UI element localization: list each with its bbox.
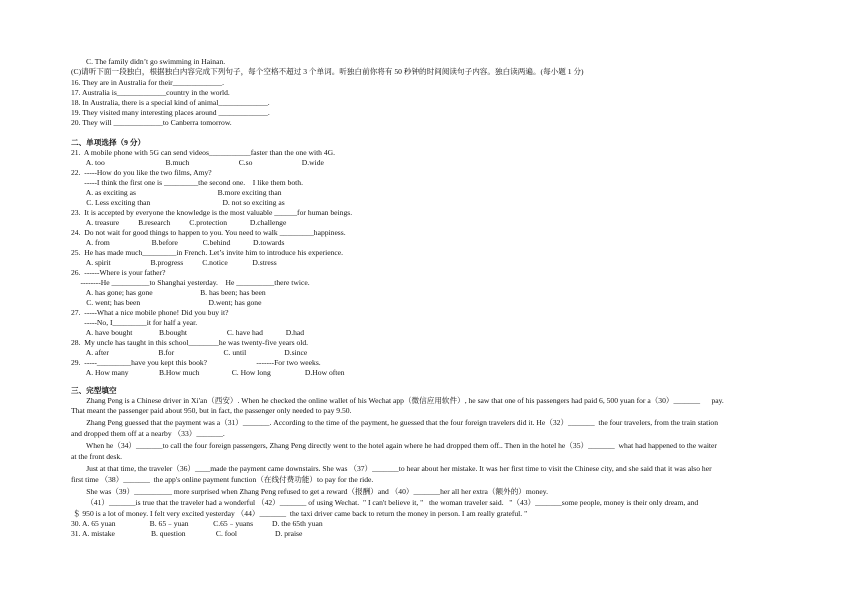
mc-line: -----No, I_________it for half a year.: [71, 318, 198, 327]
cloze-line: ＄ 950 is a lot of money. I felt very excited yesterday （44）_______ the taxi driver came back to return the money in person. I am really grateful. ": [71, 509, 528, 518]
cloze-line: at the front desk.: [71, 452, 123, 461]
question-line: 16. They are in Australia for their_____________.: [71, 78, 224, 87]
cloze-line: That meant the passenger paid about 950, but in fact, the passenger only needed to pay 9.50.: [71, 406, 352, 415]
cloze-line: and dropped them off at a nearby （33）_______.: [71, 429, 225, 438]
mc-line: 22. -----How do you like the two films, Amy?: [71, 168, 212, 177]
mc-line: A. treasure B.research C.protection D.challenge: [71, 218, 287, 227]
mc-line: A. has gone; has gone B. has been; has been: [71, 288, 266, 297]
mc-line: C. went; has been D.went; has gone: [71, 298, 262, 307]
mc-line: 27. -----What a nice mobile phone! Did you buy it?: [71, 308, 229, 317]
cloze-line: Zhang Peng is a Chinese driver in Xi'an（西安）. When he checked the online wallet of his Wechat app（微信应用软件）, he saw that one of his passengers had paid 6, 500 yuan for a（30）_______ pay.: [71, 396, 724, 405]
question-line: 20. They will _____________to Canberra tomorrow.: [71, 118, 232, 127]
mc-line: A. after B.for C. until D.since: [71, 348, 308, 357]
mc-line: A. as exciting as B.more exciting than: [71, 188, 282, 197]
cloze-line: （41）_______is true that the traveler had a wonderful （42）_______ of using Wechat. " I can't believe it, " the woman traveler said. "（43）_______some people, money is their only dream, and: [71, 498, 699, 507]
cloze-line: When he（34）_______to call the four foreign passengers, Zhang Peng directly went to the hotel again where he had dropped them off.. Then in the hotel he（35）_______ what had happened to the waiter: [71, 441, 717, 450]
mc-line: 23. It is accepted by everyone the knowledge is the most valuable ______for human beings.: [71, 208, 353, 217]
cloze-line: Just at that time, the traveler（36）____made the payment came downstairs. She was （37）_______to hear about her mistake. It was her first time to visit the Chinese city, and she said that it was also her: [71, 464, 712, 473]
cloze-line: She was（39）__________ more surprised when Zhang Peng refused to get a reward（报酬）and （40）_______her all her extra（额外的）money.: [71, 487, 548, 496]
mc-line: A. have bought B.bought C. have had D.had: [71, 328, 305, 337]
listening-c-instructions: (C)请听下面一段独白，根据独白内容完成下列句子，每个空格不超过 3 个单词。听独白前你将有 50 秒钟的时间阅读句子内容。独白读两遍。(每小题 1 分): [71, 67, 584, 76]
section-title-cloze: 三、完型填空: [71, 386, 117, 395]
mc-line: A. from B.before C.behind D.towards: [71, 238, 285, 247]
mc-line: A. too B.much C.so D.wide: [71, 158, 324, 167]
cloze-line: first time （38）_______ the app's online payment function（在线付费功能）to pay for the ride.: [71, 475, 374, 484]
mc-line: 26. ------Where is your father?: [71, 268, 166, 277]
mc-line: 21. A mobile phone with 5G can send videos___________faster than the one with 4G.: [71, 148, 336, 157]
question-line: 19. They visited many interesting places around _____________.: [71, 108, 270, 117]
mc-line: A. spirit B.progress C.notice D.stress: [71, 258, 277, 267]
option-c-text: C. The family didn’t go swimming in Hainan.: [86, 57, 226, 66]
mc-line: 25. He has made much_________in French. Let’s invite him to introduce his experience.: [71, 248, 344, 257]
mc-line: 28. My uncle has taught in this school________he was twenty-five years old.: [71, 338, 309, 347]
question-line: 18. In Australia, there is a special kind of animal_____________.: [71, 98, 270, 107]
mc-line: C. Less exciting than D. not so exciting as: [71, 198, 285, 207]
mc-line: 24. Do not wait for good things to happen to you. You need to walk _________happiness.: [71, 228, 346, 237]
mc-line: -----I think the first one is _________the second one. I like them both.: [71, 178, 303, 187]
cloze-option-line: 30. A. 65 yuan B. 65﹣yuan C.65﹣yuans D. the 65th yuan: [71, 519, 323, 528]
section-title-multiple-choice: 二、单项选择（9 分）: [71, 138, 146, 147]
mc-line: A. How many B.How much C. How long D.How often: [71, 368, 345, 377]
cloze-line: Zhang Peng guessed that the payment was a（31）_______. According to the time of the payment, he guessed that the four foreign travelers did it. He（32）_______ the four travelers, from the train station: [71, 418, 718, 427]
question-line: 17. Australia is_____________country in the world.: [71, 88, 230, 97]
cloze-option-line: 31. A. mistake B. question C. fool D. praise: [71, 529, 303, 538]
mc-line: --------He __________to Shanghai yesterday. He __________there twice.: [71, 278, 310, 287]
mc-line: 29. -----_________have you kept this book? -------For two weeks.: [71, 358, 321, 367]
